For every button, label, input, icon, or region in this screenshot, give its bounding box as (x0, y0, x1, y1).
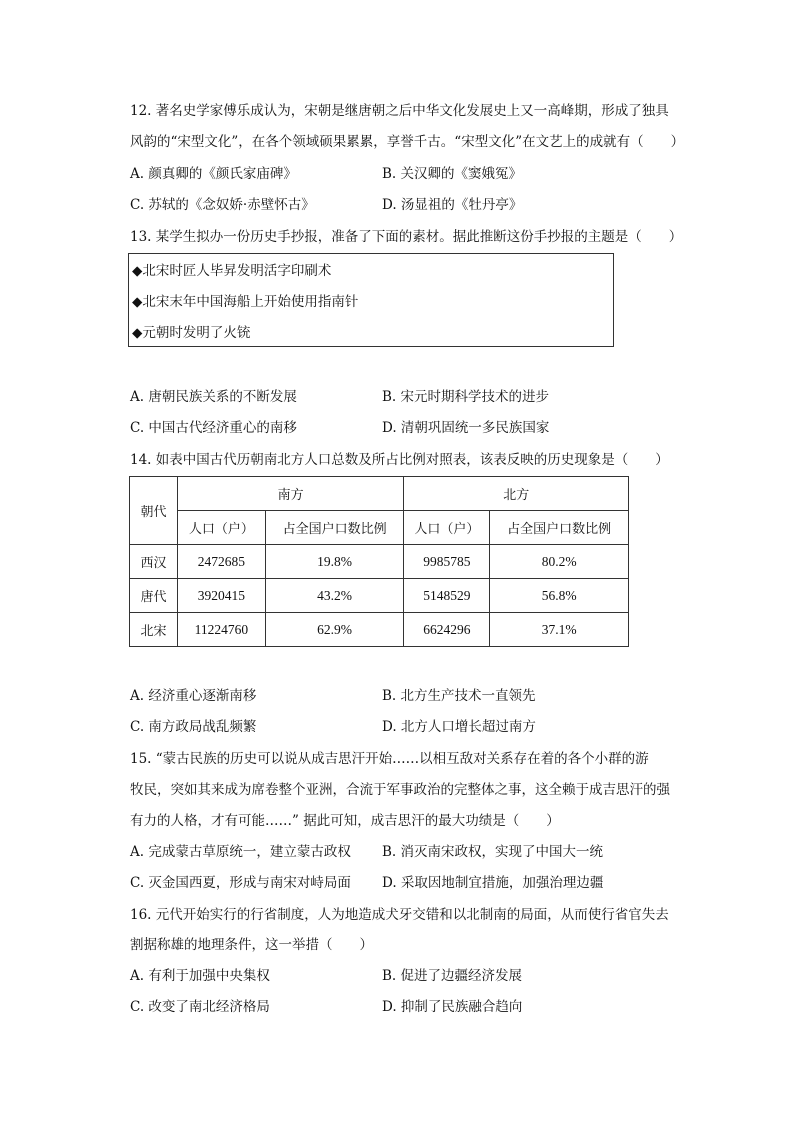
table-header-row (130, 477, 629, 511)
q15-option-c: C. 灭金国西夏，形成与南宋对峙局面 (130, 875, 351, 891)
dynasty-cell: 西汉 (130, 545, 178, 579)
q12-option-a: A. 颜真卿的《颜氏家庙碑》 (130, 166, 297, 182)
q12-stem-line-1: 12. 著名史学家傅乐成认为，宋朝是继唐朝之后中华文化发展史上又一高峰期，形成了独具 (130, 103, 669, 119)
q15-option-d: D. 采取因地制宜措施，加强治理边疆 (382, 875, 604, 891)
q13-stem-line-1: 13. 某学生拟办一份历史手抄报，准备了下面的素材。据此推断这份手抄报的主题是（ ） (130, 229, 683, 245)
north-pop-cell: 5148529 (404, 579, 490, 613)
table-header-north: 北方 (404, 477, 629, 511)
q14-option-b: B. 北方生产技术一直领先 (382, 688, 536, 704)
table-header-south: 南方 (177, 477, 404, 511)
q14-option-c: C. 南方政局战乱频繁 (130, 719, 257, 735)
south-pop-cell: 2472685 (177, 545, 265, 579)
table-row (130, 545, 629, 579)
table-row (130, 613, 629, 647)
q13-option-a: A. 唐朝民族关系的不断发展 (130, 389, 297, 405)
q15-stem-line-3: 有力的人格，才有可能……” 据此可知，成吉思汗的最大功绩是（ ） (130, 813, 560, 829)
north-ratio-cell: 37.1% (490, 613, 629, 647)
dynasty-cell: 北宋 (130, 613, 178, 647)
q13-material-box (128, 253, 614, 347)
q12-option-c: C. 苏轼的《念奴娇·赤壁怀古》 (130, 197, 315, 213)
table-subheader-north-pop: 人口（户） (404, 511, 490, 545)
q16-option-b: B. 促进了边疆经济发展 (382, 968, 523, 984)
q14-option-d: D. 北方人口增长超过南方 (382, 719, 536, 735)
q16-option-a: A. 有利于加强中央集权 (130, 968, 270, 984)
q14-option-a: A. 经济重心逐渐南移 (130, 688, 257, 704)
q13-material-item: ◆北宋时匠人毕昇发明活字印刷术 (132, 263, 332, 279)
south-pop-cell: 3920415 (177, 579, 265, 613)
q13-option-d: D. 清朝巩固统一多民族国家 (382, 420, 550, 436)
south-ratio-cell: 62.9% (265, 613, 404, 647)
q16-option-d: D. 抑制了民族融合趋向 (382, 999, 523, 1015)
q13-option-c: C. 中国古代经济重心的南移 (130, 420, 297, 436)
table-corner-header: 朝代 (130, 477, 178, 545)
q12-option-b: B. 关汉卿的《窦娥冤》 (382, 166, 523, 182)
north-pop-cell: 6624296 (404, 613, 490, 647)
q15-option-a: A. 完成蒙古草原统一，建立蒙古政权 (130, 844, 351, 860)
q16-stem-line-2: 割据称雄的地理条件，这一举措（ ） (130, 937, 373, 953)
q13-option-b: B. 宋元时期科学技术的进步 (382, 389, 550, 405)
table-row (130, 579, 629, 613)
south-ratio-cell: 19.8% (265, 545, 404, 579)
q14-stem-line-1: 14. 如表中国古代历朝南北方人口总数及所占比例对照表，该表反映的历史现象是（ ） (130, 452, 669, 468)
dynasty-cell: 唐代 (130, 579, 178, 613)
table-subheader-south-ratio: 占全国户口数比例 (265, 511, 404, 545)
q15-stem-line-1: 15. “蒙古民族的历史可以说从成吉思汗开始……以相互敌对关系存在着的各个小群的游 (130, 751, 649, 767)
south-pop-cell: 11224760 (177, 613, 265, 647)
q16-stem-line-1: 16. 元代开始实行的行省制度，人为地造成犬牙交错和以北制南的局面，从而使行省官失去 (130, 907, 669, 923)
table-subheader-south-pop: 人口（户） (177, 511, 265, 545)
q15-option-b: B. 消灭南宋政权，实现了中国大一统 (382, 844, 604, 860)
table-subheader-north-ratio: 占全国户口数比例 (490, 511, 629, 545)
q12-stem-line-2: 风韵的“宋型文化”，在各个领域硕果累累，享誉千古。“宋型文化”在文艺上的成就有（ ） (130, 134, 685, 150)
q12-option-d: D. 汤显祖的《牡丹亭》 (382, 197, 523, 213)
q15-stem-line-2: 牧民，突如其来成为席卷整个亚洲，合流于军事政治的完整体之事，这全赖于成吉思汗的强 (130, 782, 670, 798)
north-ratio-cell: 56.8% (490, 579, 629, 613)
south-ratio-cell: 43.2% (265, 579, 404, 613)
north-ratio-cell: 80.2% (490, 545, 629, 579)
q16-option-c: C. 改变了南北经济格局 (130, 999, 270, 1015)
north-pop-cell: 9985785 (404, 545, 490, 579)
q13-material-item: ◆北宋末年中国海船上开始使用指南针 (132, 294, 359, 310)
q13-material-item: ◆元朝时发明了火铳 (132, 325, 251, 341)
table-subheader-row (130, 511, 629, 545)
population-table (129, 476, 629, 647)
